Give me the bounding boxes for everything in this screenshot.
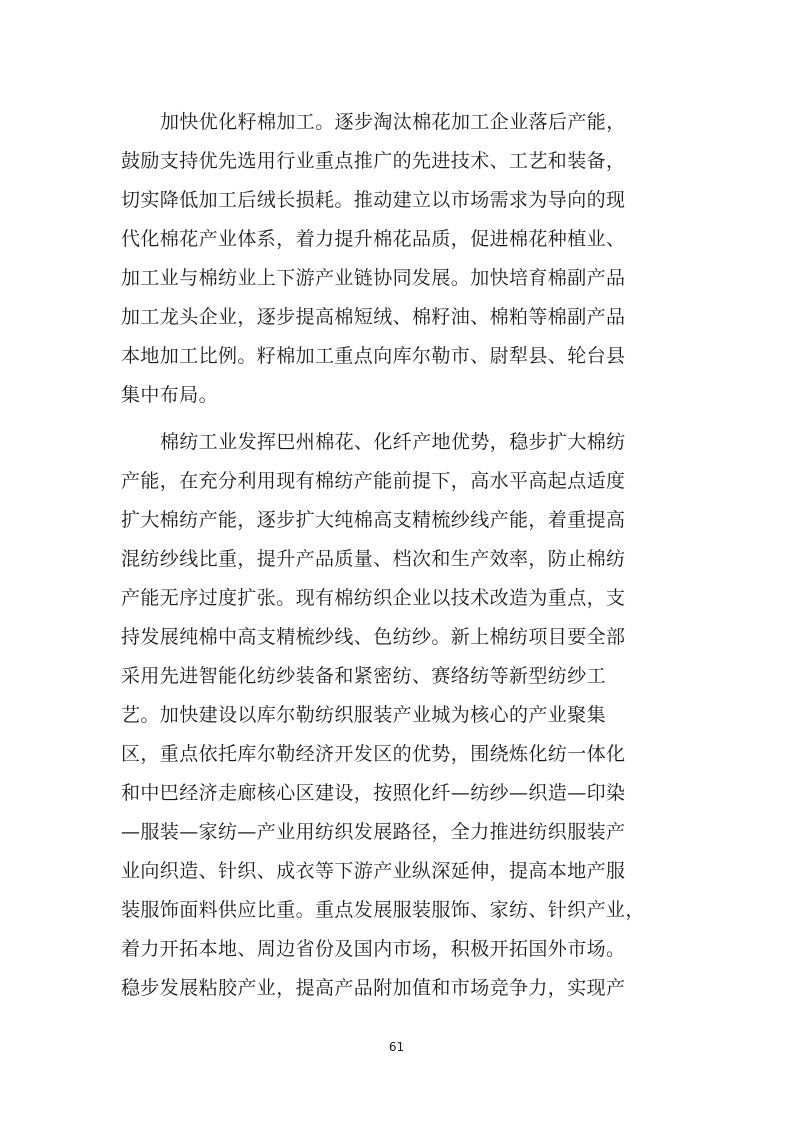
text-line: 本地加工比例。籽棉加工重点向库尔勒市、尉犁县、轮台县 (121, 345, 626, 367)
text-line: 加工业与棉纺业上下游产业链协同发展。加快培育棉副产品 (121, 267, 626, 289)
text-line: —服装—家纺—产业用纺织发展路径，全力推进纺织服装产 (121, 821, 626, 843)
text-line: 产能无序过度扩张。现有棉纺织企业以技术改造为重点，支 (121, 587, 626, 609)
text-line: 代化棉花产业体系，着力提升棉花品质，促进棉花种植业、 (121, 228, 626, 250)
page-number: 61 (388, 1040, 405, 1054)
text-line: 鼓励支持优先选用行业重点推广的先进技术、工艺和装备， (121, 150, 626, 172)
text-line: 装服饰面料供应比重。重点发展服装服饰、家纺、针织产业， (121, 899, 645, 921)
text-line: 艺。加快建设以库尔勒纺织服装产业城为核心的产业聚集 (121, 704, 607, 726)
text-line: 持发展纯棉中高支精梳纱线、色纺纱。新上棉纺项目要全部 (121, 626, 626, 648)
text-line: 切实降低加工后绒长损耗。推动建立以市场需求为导向的现 (121, 189, 626, 211)
text-line: 稳步发展粘胶产业，提高产品附加值和市场竞争力，实现产 (121, 977, 626, 999)
text-line: 着力开拓本地、周边省份及国内市场，积极开拓国外市场。 (121, 938, 626, 960)
text-line: 和中巴经济走廊核心区建设，按照化纤—纺纱—织造—印染 (121, 782, 626, 804)
text-line: 加快优化籽棉加工。逐步淘汰棉花加工企业落后产能， (160, 111, 626, 133)
text-line: 加工龙头企业，逐步提高棉短绒、棉籽油、棉粕等棉副产品 (121, 306, 626, 328)
text-line: 区，重点依托库尔勒经济开发区的优势，围绕炼化纺一体化 (121, 743, 626, 765)
text-line: 混纺纱线比重，提升产品质量、档次和生产效率，防止棉纺 (121, 548, 626, 570)
text-line: 业向织造、针织、成衣等下游产业纵深延伸，提高本地产服 (121, 860, 626, 882)
text-line: 采用先进智能化纺纱装备和紧密纺、赛络纺等新型纺纱工 (121, 665, 607, 687)
text-line: 扩大棉纺产能，逐步扩大纯棉高支精梳纱线产能，着重提高 (121, 509, 626, 531)
text-line: 产能，在充分利用现有棉纺产能前提下，高水平高起点适度 (121, 470, 626, 492)
text-line: 集中布局。 (121, 384, 219, 406)
text-line: 棉纺工业发挥巴州棉花、化纤产地优势，稳步扩大棉纺 (160, 431, 626, 453)
